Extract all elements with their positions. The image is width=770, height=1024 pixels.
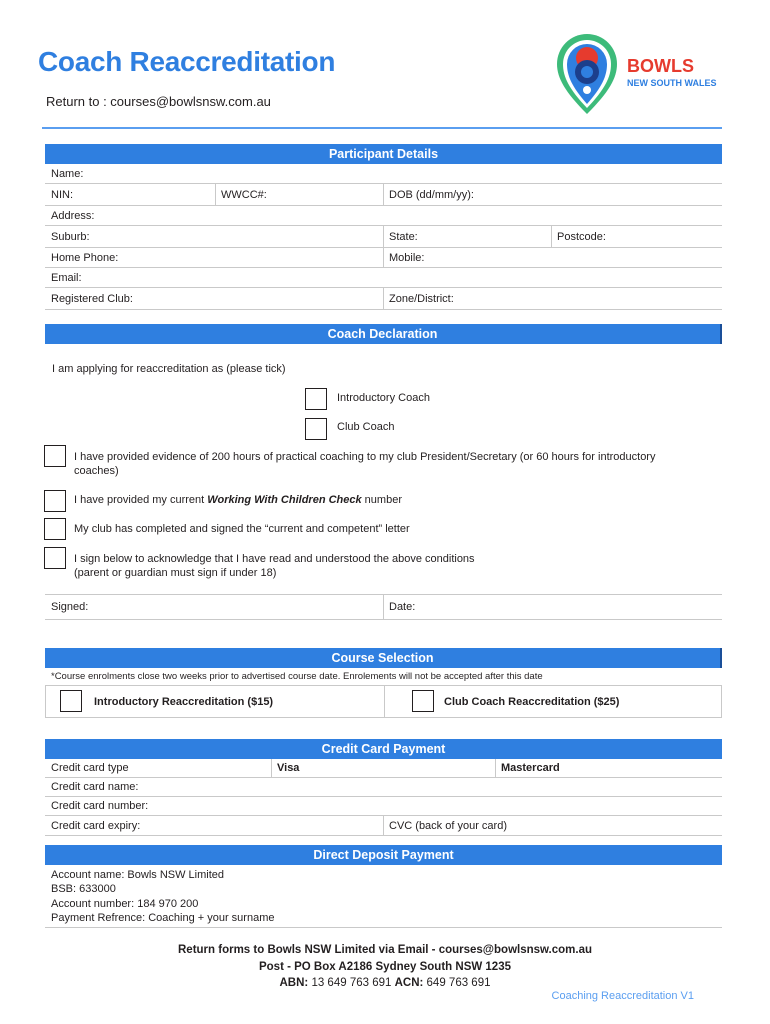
suburb-label: Suburb: <box>51 230 90 243</box>
email-row[interactable] <box>45 268 722 288</box>
account-number: Account number: 184 970 200 <box>51 898 199 910</box>
wwcc-text-post: number <box>361 494 402 506</box>
letter-checkbox[interactable] <box>44 518 66 540</box>
wwcc-checkbox[interactable] <box>44 490 66 512</box>
footer-post-line: Post - PO Box A2186 Sydney South NSW 1235 <box>258 961 511 973</box>
footer-abn-line <box>0 977 770 989</box>
card-name-label: Credit card name: <box>51 781 139 793</box>
zone-label: Zone/District: <box>389 292 454 305</box>
account-name: Account name: Bowls NSW Limited <box>51 869 225 881</box>
card-expiry-label: Credit card expiry: <box>51 819 141 832</box>
logo-name: BOWLS <box>627 56 694 76</box>
evidence-checkbox[interactable] <box>44 445 66 467</box>
acknowledge-text-line1: I sign below to acknowledge that I have read and understood the above conditions <box>74 553 475 565</box>
wwcc-text-pre: I have provided my current <box>74 494 208 506</box>
card-number-label: Credit card number: <box>51 800 149 812</box>
acn-value: 649 763 691 <box>423 977 491 989</box>
mastercard-option[interactable]: Mastercard <box>501 762 560 774</box>
signed-label: Signed: <box>51 601 89 613</box>
acknowledge-checkbox[interactable] <box>44 547 66 569</box>
abn-label: ABN: <box>279 977 309 989</box>
club-reaccreditation-label: Club Coach Reaccreditation ($25) <box>444 695 620 708</box>
mobile-label: Mobile: <box>389 251 425 264</box>
card-number-row[interactable] <box>45 797 722 816</box>
deposit-divider <box>45 927 722 928</box>
nin-label: NIN: <box>51 188 73 201</box>
home-phone-label: Home Phone: <box>51 251 119 264</box>
signature-row[interactable] <box>45 594 722 620</box>
course-selection-heading: Course Selection <box>45 648 722 668</box>
payment-reference: Payment Refrence: Coaching + your surname <box>51 912 275 924</box>
club-reaccreditation-checkbox[interactable] <box>412 690 434 712</box>
cvc-label: CVC (back of your card) <box>389 819 507 832</box>
state-label: State: <box>389 230 418 243</box>
bsb: BSB: 633000 <box>51 883 116 895</box>
logo-sub: NEW SOUTH WALES <box>627 78 717 88</box>
header-divider <box>42 127 722 129</box>
acn-label: ACN: <box>394 977 424 989</box>
address-label: Address: <box>51 209 95 222</box>
coach-declaration-heading: Coach Declaration <box>45 324 722 344</box>
applying-text: I am applying for reaccreditation as (please tick) <box>52 363 286 375</box>
nin-row[interactable] <box>45 184 722 206</box>
name-label: Name: <box>51 167 84 180</box>
direct-deposit-heading: Direct Deposit Payment <box>45 845 722 865</box>
wwcc-text <box>74 493 402 508</box>
registered-club-label: Registered Club: <box>51 292 133 305</box>
club-coach-label: Club Coach <box>337 421 395 433</box>
footer-email-line: Return forms to Bowls NSW Limited via Email - courses@bowlsnsw.com.au <box>178 944 592 956</box>
date-label: Date: <box>389 601 416 613</box>
address-row[interactable] <box>45 206 722 226</box>
suburb-row[interactable] <box>45 226 722 248</box>
form-version: Coaching Reaccreditation V1 <box>551 990 694 1002</box>
introductory-coach-label: Introductory Coach <box>337 392 430 404</box>
letter-text: My club has completed and signed the “current and competent” letter <box>74 523 410 535</box>
email-label: Email: <box>51 271 82 284</box>
course-note-row <box>45 668 722 686</box>
card-name-row[interactable] <box>45 778 722 797</box>
page-title: Coach Reaccreditation <box>38 46 336 77</box>
return-to-email: Return to : courses@bowlsnsw.com.au <box>46 94 271 109</box>
intro-reaccreditation-label: Introductory Reaccreditation ($15) <box>94 695 274 708</box>
card-type-row[interactable] <box>45 759 722 778</box>
postcode-label: Postcode: <box>557 230 606 243</box>
participant-details-heading: Participant Details <box>45 144 722 164</box>
card-expiry-row[interactable] <box>45 816 722 836</box>
bowls-nsw-logo <box>555 34 730 116</box>
card-type-label: Credit card type <box>51 762 129 774</box>
visa-option[interactable]: Visa <box>277 762 300 774</box>
evidence-text-line2: coaches) <box>74 465 119 477</box>
course-options-row <box>45 686 722 718</box>
name-row[interactable] <box>45 164 722 184</box>
intro-reaccreditation-checkbox[interactable] <box>60 690 82 712</box>
club-row[interactable] <box>45 288 722 310</box>
acknowledge-text-line2: (parent or guardian must sign if under 18) <box>74 567 277 579</box>
abn-value: 13 649 763 691 <box>308 977 395 989</box>
phone-row[interactable] <box>45 248 722 268</box>
club-coach-checkbox[interactable] <box>305 418 327 440</box>
dob-label: DOB (dd/mm/yy): <box>389 188 474 201</box>
wwcc-text-bold: Working With Children Check <box>207 494 362 506</box>
introductory-coach-checkbox[interactable] <box>305 388 327 410</box>
credit-card-heading: Credit Card Payment <box>45 739 722 759</box>
wwcc-label: WWCC#: <box>221 188 267 201</box>
course-note: *Course enrolments close two weeks prior to advertised course date. Enrolements will not be accepted after this date <box>51 671 543 682</box>
evidence-text-line1: I have provided evidence of 200 hours of practical coaching to my club President/Secretary (or 60 hours for introductory <box>74 451 656 463</box>
